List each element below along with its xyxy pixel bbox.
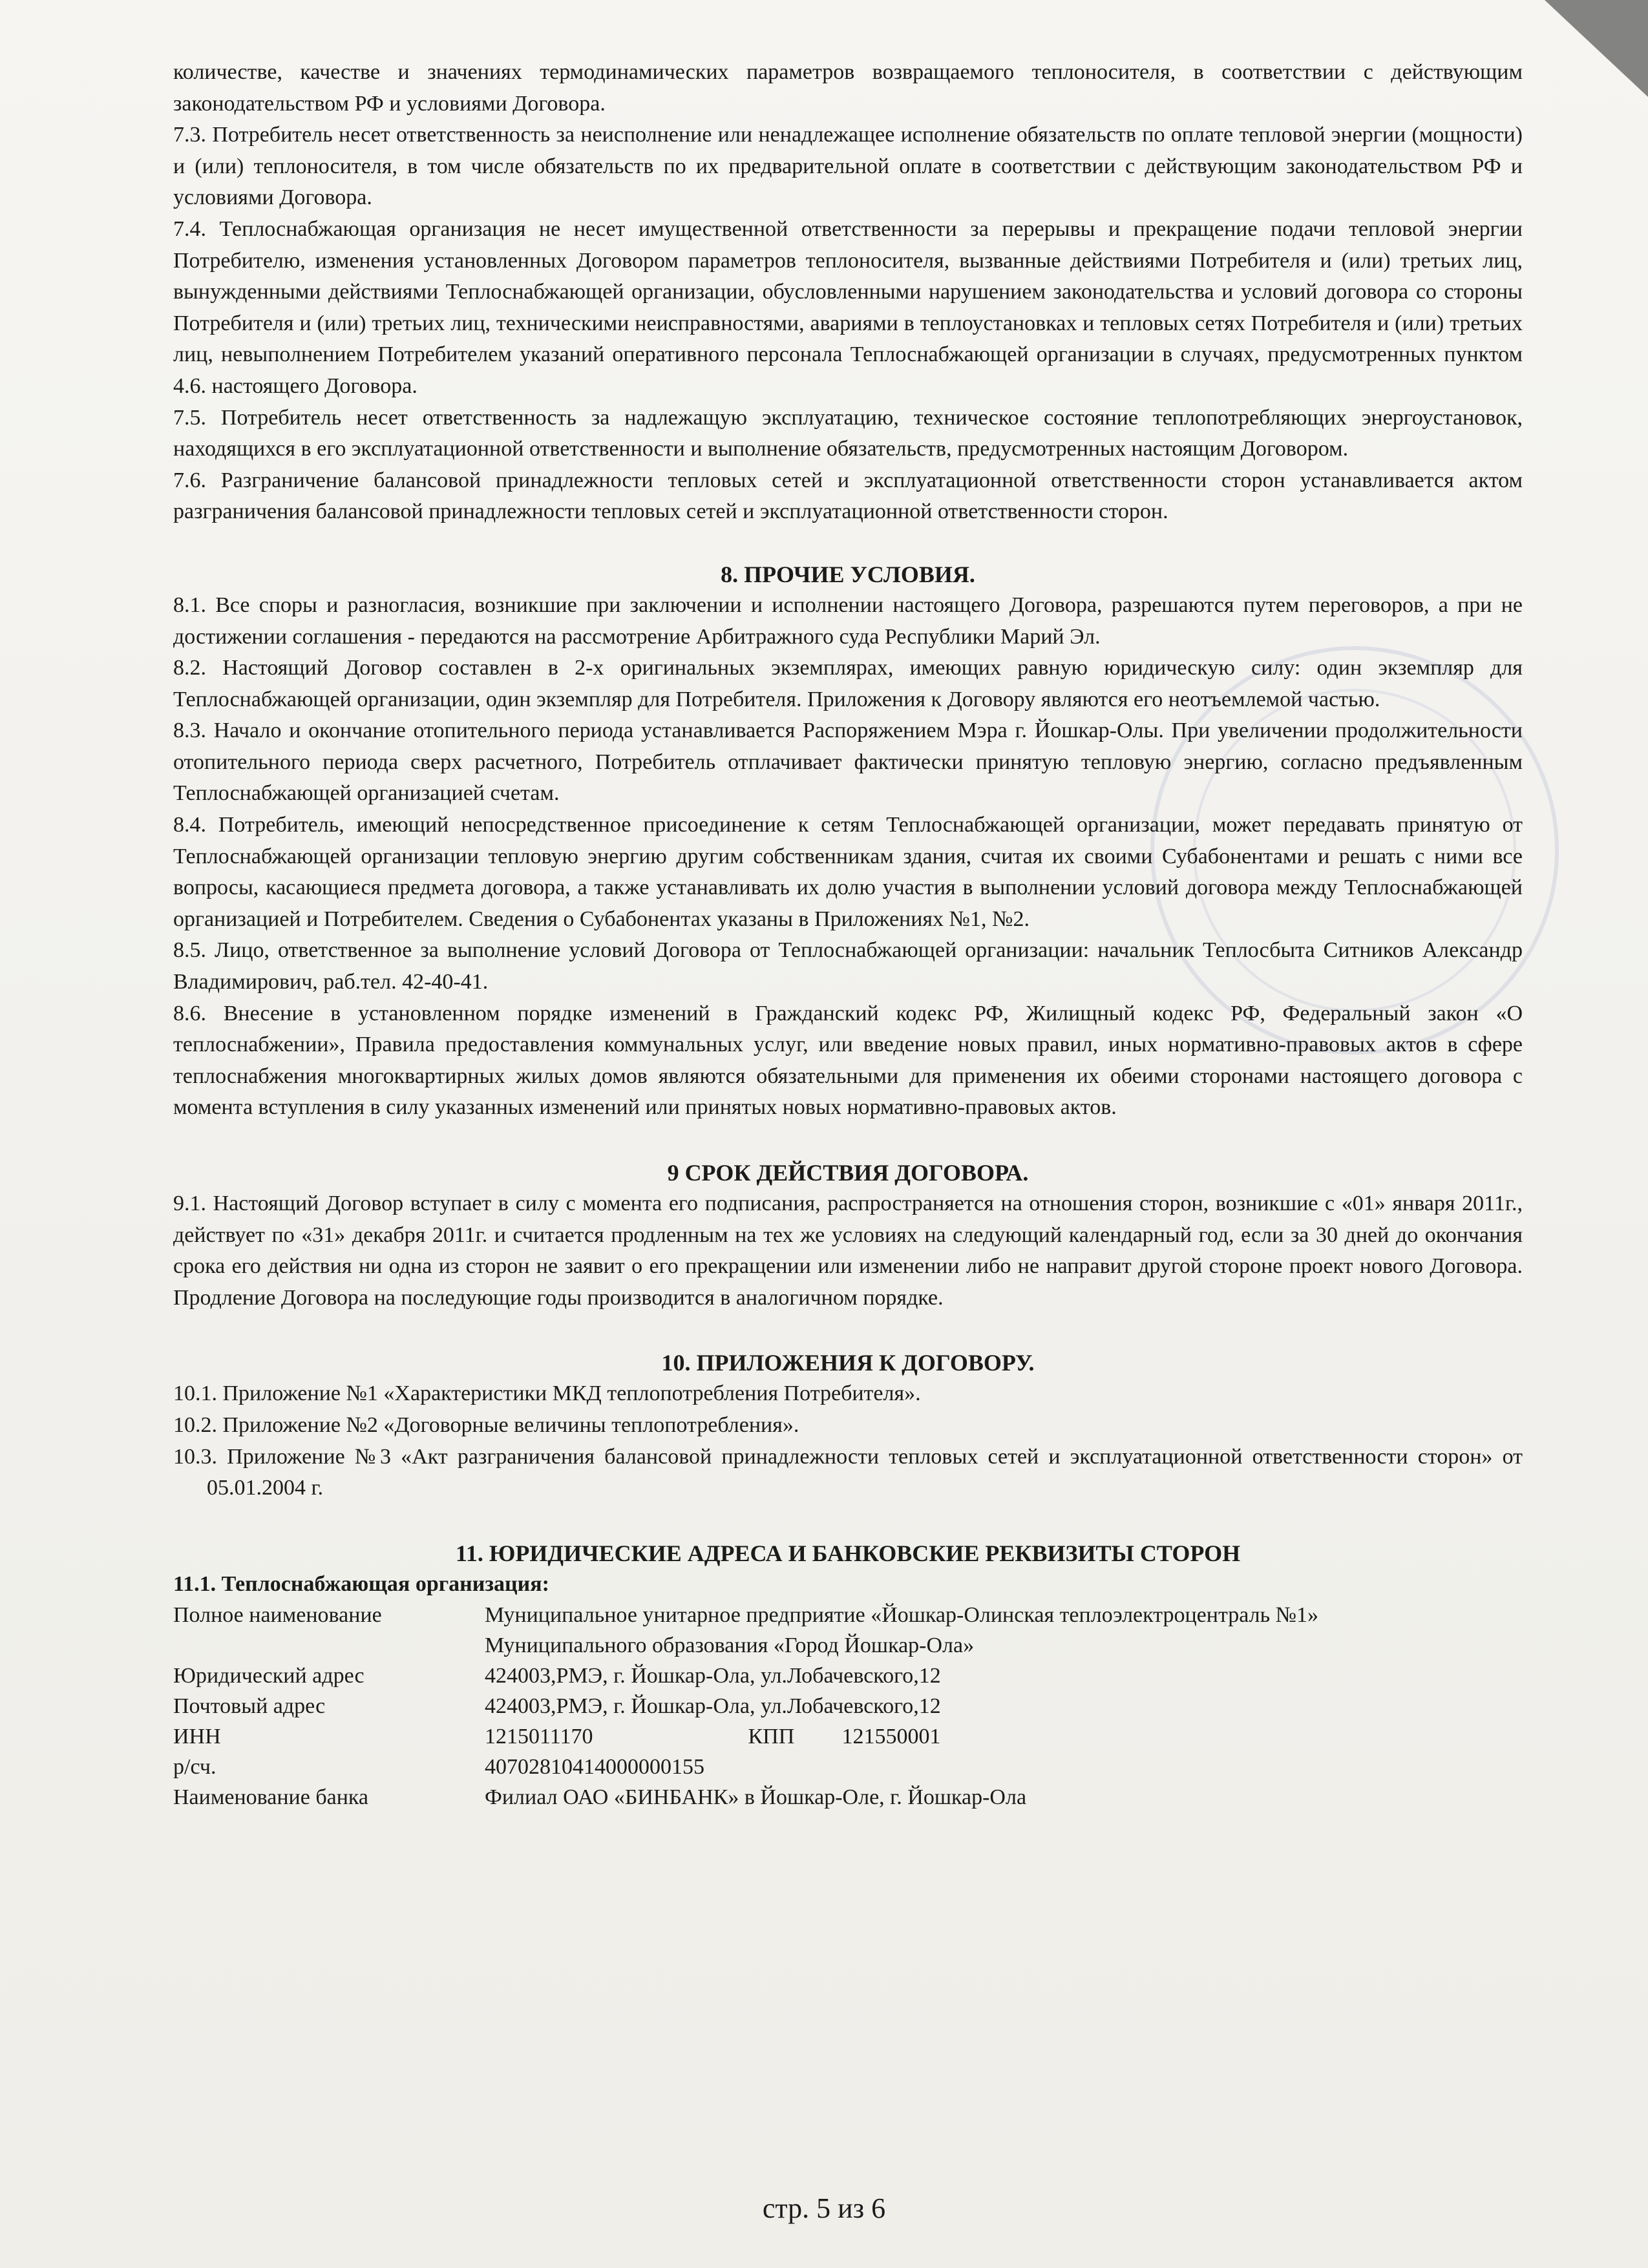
folded-corner	[1545, 0, 1648, 97]
paragraph-8-6: 8.6. Внесение в установленном порядке изменений в Гражданский кодекс РФ, Жилищный кодекс РФ, Федеральный закон «О теплоснабжении», Правила предоставления коммунальных услуг, или введение новых правил, иных нормативно-правовых актов в сфере теплоснабжения многоквартирных жилых домов являются обязательными для применения их обеими сторонами настоящего договора с момента вступления в силу указанных изменений или принятых новых нормативно-правовых актов.	[173, 1001, 1523, 1120]
requisite-value	[485, 1721, 1523, 1752]
requisite-row	[173, 1752, 1523, 1782]
requisite-value: 424003,РМЭ, г. Йошкар-Ола, ул.Лобачевского,12	[485, 1694, 941, 1719]
requisite-value: Муниципального образования «Город Йошкар-Ола»	[485, 1633, 975, 1658]
requisite-label: Наименование банка	[173, 1785, 368, 1810]
requisite-value: 40702810414000000155	[485, 1755, 704, 1780]
requisite-label: р/сч.	[173, 1755, 217, 1780]
paragraph-8-4: 8.4. Потребитель, имеющий непосредственное присоединение к сетям Теплоснабжающей организации, может передавать принятую от Теплоснабжающей организации тепловую энергию другим собственникам здания, считая их своими Субабонентами и решать с ними все вопросы, касающиеся предмета договора, а также устанавливать их долю участия в выполнении условий договора между Теплоснабжающей организацией и Потребителем. Сведения о Субабонентах указаны в Приложениях №1, №2.	[173, 813, 1523, 931]
section-9-title: 9 СРОК ДЕЙСТВИЯ ДОГОВОРА.	[667, 1160, 1029, 1186]
paragraph-7-4: 7.4. Теплоснабжающая организация не несет имущественной ответственности за перерывы и прекращение подачи тепловой энергии Потребителю, изменения установленных Договором параметров теплоносителя, вызванные действиями Потребителя и (или) третьих лиц, вынужденными действиями Теплоснабжающей организации, обусловленными нарушением законодательства и условий договора со стороны Потребителя и (или) третьих лиц, техническими неисправностями, авариями в теплоустановках и тепловых сетях Потребителя и (или) третьих лиц, невыполнением Потребителем указаний оперативного персонала Теплоснабжающей организации в случаях, предусмотренных пунктом 4.6. настоящего Договора.	[173, 216, 1523, 398]
supplier-subheading: 11.1. Теплоснабжающая организация:	[173, 1571, 549, 1596]
section-11-title: 11. ЮРИДИЧЕСКИЕ АДРЕСА И БАНКОВСКИЕ РЕКВИЗИТЫ СТОРОН	[455, 1540, 1241, 1566]
paragraph-8-2: 8.2. Настоящий Договор составлен в 2-х оригинальных экземплярах, имеющих равную юридическую силу: один экземпляр для Теплоснабжающей организации, один экземпляр для Потребителя. Приложения к Договору являются его неотъемлемой частью.	[173, 656, 1523, 711]
requisite-label: Полное наименование	[173, 1603, 382, 1628]
requisite-label: ИНН	[173, 1725, 221, 1749]
requisite-row	[173, 1691, 1523, 1721]
requisite-label: Юридический адрес	[173, 1664, 364, 1688]
requisite-value: Муниципальное унитарное предприятие «Йошкар-Олинская теплоэлектроцентраль №1»	[485, 1603, 1319, 1628]
kpp-label: КПП	[748, 1725, 795, 1749]
requisite-value: Филиал ОАО «БИНБАНК» в Йошкар-Оле, г. Йошкар-Ола	[485, 1785, 1027, 1810]
document-body	[173, 57, 1523, 1812]
paragraph-7-3: 7.3. Потребитель несет ответственность за неисполнение или ненадлежащее исполнение обязательств по оплате тепловой энергии (мощности) и (или) теплоносителя, в том числе обязательств по их предварительной оплате в соответствии с действующим законодательством РФ и условиями Договора.	[173, 123, 1523, 210]
supplier-requisites-table	[173, 1600, 1523, 1812]
paragraph-8-5: 8.5. Лицо, ответственное за выполнение условий Договора от Теплоснабжающей организации: начальник Теплосбыта Ситников Александр Владимирович, раб.тел. 42-40-41.	[173, 938, 1523, 994]
section-10-title: 10. ПРИЛОЖЕНИЯ К ДОГОВОРУ.	[661, 1350, 1035, 1376]
paragraph-8-3: 8.3. Начало и окончание отопительного периода устанавливается Распоряжением Мэра г. Йошкар-Олы. При увеличении продолжительности отопительного периода сверх расчетного, Потребитель отплачивает фактически принятую тепловую энергию, согласно предъявленным Теплоснабжающей организацией счетам.	[173, 719, 1523, 806]
paragraph-9-1: 9.1. Настоящий Договор вступает в силу с момента его подписания, распространяется на отношения сторон, возникшие с «01» января 2011г., действует по «31» декабря 2011г. и считается продленным на тех же условиях на следующий календарный год, если за 30 дней до окончания срока его действия ни одна из сторон не заявит о его прекращении или изменении либо не направит другой стороне проект нового Договора. Продление Договора на последующие годы производится в аналогичном порядке.	[173, 1192, 1523, 1310]
appendix-1: 10.1. Приложение №1 «Характеристики МКД теплопотребления Потребителя».	[173, 1381, 921, 1406]
requisite-row	[173, 1600, 1523, 1630]
requisite-row	[173, 1661, 1523, 1691]
requisite-row	[173, 1630, 1523, 1661]
appendix-2: 10.2. Приложение №2 «Договорные величины теплопотребления».	[173, 1412, 799, 1437]
requisite-row	[173, 1721, 1523, 1752]
requisite-row	[173, 1782, 1523, 1812]
paragraph-7-2-continued: количестве, качестве и значениях термодинамических параметров возвращаемого теплоносителя, в соответствии с действующим законодательством РФ и условиями Договора.	[173, 60, 1523, 116]
paragraph-7-5: 7.5. Потребитель несет ответственность за надлежащую эксплуатацию, техническое состояние теплопотребляющих энергоустановок, находящихся в его эксплуатационной ответственности и выполнение обязательств, предусмотренных настоящим Договором.	[173, 405, 1523, 461]
paragraph-8-1: 8.1. Все споры и разногласия, возникшие при заключении и исполнении настоящего Договора, разрешаются путем переговоров, а при не достижении соглашения - передаются на рассмотрение Арбитражного суда Республики Марий Эл.	[173, 593, 1523, 649]
kpp-value: 121550001	[841, 1725, 941, 1749]
appendix-3: 10.3. Приложение №3 «Акт разграничения балансовой принадлежности тепловых сетей и эксплуатационной ответственности сторон» от 05.01.2004 г.	[173, 1444, 1523, 1500]
inn-value: 1215011170	[485, 1725, 593, 1749]
page-number: стр. 5 из 6	[762, 2192, 886, 2224]
section-8-title: 8. ПРОЧИЕ УСЛОВИЯ.	[721, 561, 975, 587]
requisite-value: 424003,РМЭ, г. Йошкар-Ола, ул.Лобачевского,12	[485, 1664, 941, 1688]
paragraph-7-6: 7.6. Разграничение балансовой принадлежности тепловых сетей и эксплуатационной ответственности сторон устанавливается актом разграничения балансовой принадлежности тепловых сетей и эксплуатационной ответственности сторон.	[173, 468, 1523, 524]
requisite-label: Почтовый адрес	[173, 1694, 326, 1719]
